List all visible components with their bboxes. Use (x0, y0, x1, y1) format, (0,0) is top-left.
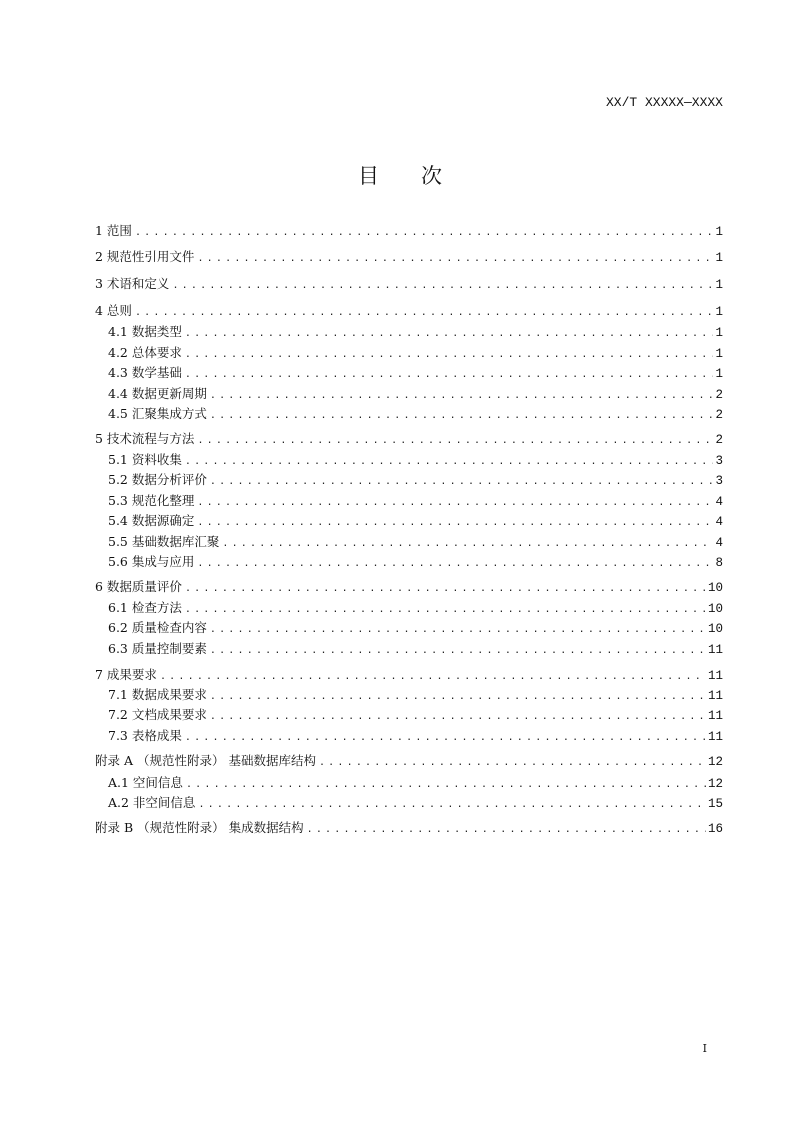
dot-leader (210, 688, 706, 706)
toc-entry[interactable] (108, 640, 723, 658)
toc-entry-page: 11 (707, 669, 723, 683)
toc-entry[interactable] (108, 553, 723, 571)
dot-leader (197, 494, 713, 512)
dot-leader (197, 250, 713, 268)
dot-leader (210, 407, 714, 425)
toc-entry[interactable] (108, 323, 723, 341)
dot-leader (210, 621, 706, 639)
dot-leader (222, 535, 713, 553)
toc-entry[interactable] (95, 666, 723, 684)
toc-entry-page: 3 (715, 454, 723, 468)
document-number: XX/T XXXXX—XXXX (605, 95, 723, 110)
toc-entry[interactable] (95, 275, 723, 293)
toc-entry-label: 6.3 质量控制要素 (108, 641, 207, 656)
toc-entry[interactable] (108, 706, 723, 724)
dot-leader (210, 708, 706, 726)
toc-entry-label: 1 范围 (95, 223, 132, 238)
toc-entry-label: 5.1 资料收集 (108, 452, 182, 467)
toc-entry[interactable] (108, 774, 723, 792)
toc-entry-label: 4.2 总体要求 (108, 345, 182, 360)
toc-entry-page: 1 (715, 305, 723, 319)
toc-entry-label: 附录 A （规范性附录） 基础数据库结构 (95, 753, 316, 768)
toc-entry-page: 1 (715, 367, 723, 381)
toc-entry-label: 4.5 汇聚集成方式 (108, 406, 207, 421)
toc-entry[interactable] (108, 364, 723, 382)
toc-entry[interactable] (95, 430, 723, 448)
toc-entry-label: 4.4 数据更新周期 (108, 386, 207, 401)
dot-leader (185, 729, 706, 747)
toc-entry-page: 2 (715, 433, 723, 447)
toc-entry-page: 10 (707, 581, 723, 595)
toc-entry-page: 12 (707, 777, 723, 791)
toc-entry[interactable] (95, 222, 723, 240)
dot-leader (307, 821, 706, 839)
toc-entry-label: 7.1 数据成果要求 (108, 687, 207, 702)
toc-entry-label: 4 总则 (95, 303, 132, 318)
dot-leader (197, 432, 713, 450)
toc-entry-page: 1 (715, 225, 723, 239)
toc-entry-label: 7.3 表格成果 (108, 728, 182, 743)
toc-entry-label: 7 成果要求 (95, 667, 157, 682)
toc-entry-label: 6.1 检查方法 (108, 600, 182, 615)
title-char: 次 (421, 164, 442, 188)
toc-entry-label: 5.4 数据源确定 (108, 513, 195, 528)
toc-entry-page: 4 (715, 515, 723, 529)
toc-entry[interactable] (108, 512, 723, 530)
toc-entry-label: 5 技术流程与方法 (95, 431, 195, 446)
dot-leader (210, 387, 714, 405)
toc-entry-page: 1 (715, 347, 723, 361)
toc-entry[interactable] (108, 619, 723, 637)
toc-entry-label: 5.2 数据分析评价 (108, 472, 207, 487)
toc-entry[interactable] (108, 385, 723, 403)
toc-entry[interactable] (108, 727, 723, 745)
toc-entry[interactable] (95, 248, 723, 266)
toc-entry[interactable] (108, 492, 723, 510)
toc-entry[interactable] (108, 471, 723, 489)
toc-entry-label: 4.3 数学基础 (108, 365, 182, 380)
toc-entry[interactable] (108, 533, 723, 551)
toc-entry-label: A.1 空间信息 (108, 775, 183, 790)
dot-leader (160, 668, 706, 686)
toc-entry[interactable] (108, 405, 723, 423)
toc-entry[interactable] (108, 686, 723, 704)
toc-entry-page: 11 (707, 730, 723, 744)
toc-entry-page: 2 (715, 408, 723, 422)
dot-leader (185, 601, 706, 619)
dot-leader (186, 776, 706, 794)
toc-entry-label: A.2 非空间信息 (108, 795, 196, 810)
dot-leader (319, 754, 706, 772)
toc-entry-page: 2 (715, 388, 723, 402)
dot-leader (210, 642, 706, 660)
toc-entry-page: 4 (715, 536, 723, 550)
toc-title (0, 160, 800, 190)
toc-entry[interactable] (108, 599, 723, 617)
toc-entry-label: 5.3 规范化整理 (108, 493, 195, 508)
toc-entry-page: 10 (707, 602, 723, 616)
title-char: 目 (358, 164, 379, 188)
toc-entry-page: 11 (707, 643, 723, 657)
toc-entry-page: 1 (715, 326, 723, 340)
dot-leader (197, 514, 713, 532)
toc-entry-label: 3 术语和定义 (95, 276, 170, 291)
toc-entry[interactable] (95, 752, 723, 770)
toc-entry[interactable] (108, 794, 723, 812)
toc-entry[interactable] (95, 819, 723, 837)
toc-entry-label: 6 数据质量评价 (95, 579, 182, 594)
dot-leader (185, 580, 706, 598)
toc-entry-page: 1 (715, 278, 723, 292)
toc-entry-page: 11 (707, 689, 723, 703)
dot-leader (172, 277, 713, 295)
toc-entry[interactable] (95, 302, 723, 320)
dot-leader (135, 304, 714, 322)
toc-entry-label: 6.2 质量检查内容 (108, 620, 207, 635)
toc-entry[interactable] (108, 344, 723, 362)
toc-entry-label: 7.2 文档成果要求 (108, 707, 207, 722)
toc-entry-page: 1 (715, 251, 723, 265)
dot-leader (185, 325, 714, 343)
dot-leader (185, 453, 714, 471)
toc-entry-page: 8 (715, 556, 723, 570)
dot-leader (185, 346, 714, 364)
dot-leader (185, 366, 714, 384)
toc-entry-page: 16 (707, 822, 723, 836)
page-number: I (702, 1042, 707, 1055)
toc-entry-page: 15 (707, 797, 723, 811)
toc-entry-page: 11 (707, 709, 723, 723)
toc-entry-label: 2 规范性引用文件 (95, 249, 195, 264)
dot-leader (135, 224, 714, 242)
toc-entry-page: 4 (715, 495, 723, 509)
toc-entry-page: 12 (707, 755, 723, 769)
dot-leader (197, 555, 713, 573)
toc-entry-label: 4.1 数据类型 (108, 324, 182, 339)
toc-entry[interactable] (108, 451, 723, 469)
dot-leader (198, 796, 706, 814)
toc-entry-label: 附录 B （规范性附录） 集成数据结构 (95, 820, 304, 835)
toc-entry-label: 5.6 集成与应用 (108, 554, 195, 569)
toc-entry[interactable] (95, 578, 723, 596)
toc-entry-page: 3 (715, 474, 723, 488)
dot-leader (210, 473, 714, 491)
toc-entry-label: 5.5 基础数据库汇聚 (108, 534, 220, 549)
toc-entry-page: 10 (707, 622, 723, 636)
